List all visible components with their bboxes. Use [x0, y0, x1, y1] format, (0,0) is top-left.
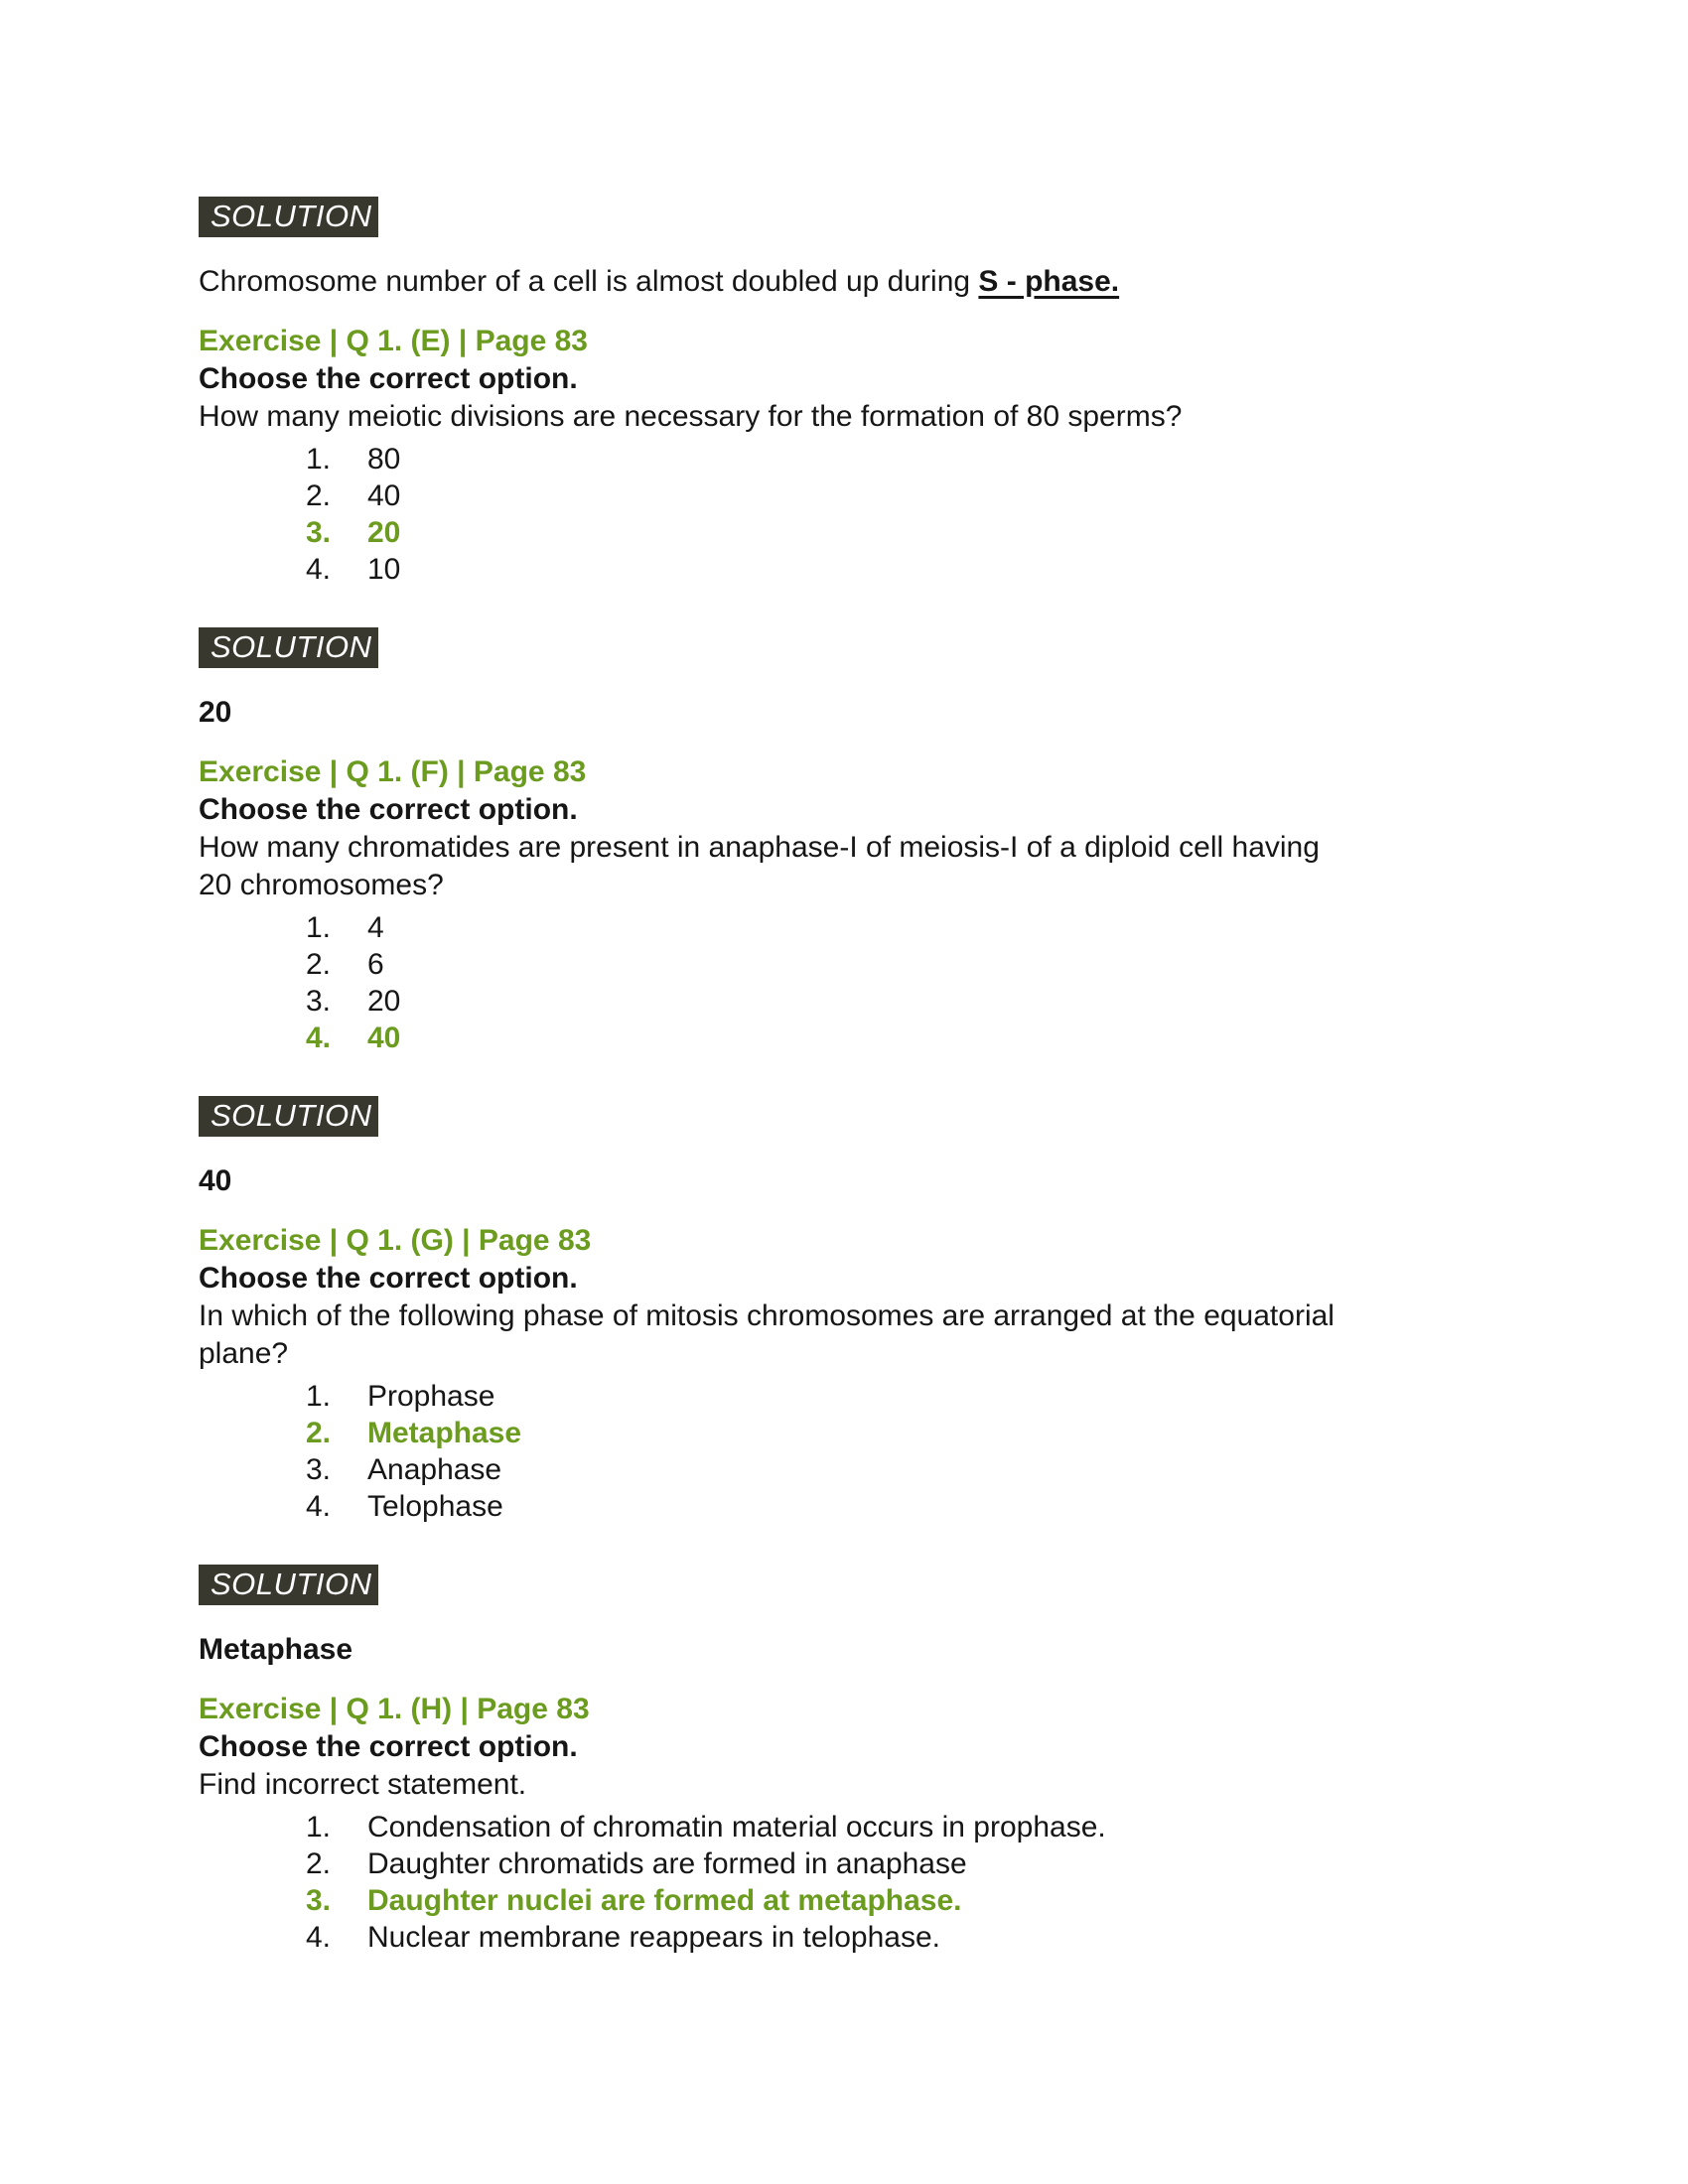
option-text: Prophase — [367, 1380, 495, 1413]
option-number: 2. — [306, 479, 332, 512]
question-text: How many meiotic divisions are necessary for the formation of 80 sperms? — [199, 400, 1183, 433]
option-text: 40 — [367, 1022, 401, 1054]
option-item — [199, 478, 1460, 514]
question-text: Find incorrect statement. — [199, 1768, 527, 1801]
solution-block — [199, 1565, 1460, 1605]
option-item — [199, 1488, 1460, 1525]
option-item — [199, 551, 1460, 588]
exercise-reference: Exercise | Q 1. (G) | Page 83 — [199, 1224, 592, 1257]
options-list — [199, 909, 1460, 1056]
option-item — [199, 909, 1460, 946]
option-text: 6 — [367, 948, 384, 981]
solution-label: SOLUTION — [199, 1565, 378, 1605]
exercise-reference: Exercise | Q 1. (F) | Page 83 — [199, 755, 587, 788]
option-number: 1. — [306, 1380, 332, 1413]
question-text: How many chromatides are present in anaphase-I of meiosis-I of a diploid cell having — [199, 831, 1320, 864]
options-list — [199, 441, 1460, 588]
option-text: 4 — [367, 911, 384, 944]
option-number: 2. — [306, 1417, 332, 1449]
option-text: Nuclear membrane reappears in telophase. — [367, 1921, 940, 1954]
option-number: 1. — [306, 911, 332, 944]
options-list — [199, 1809, 1460, 1956]
option-text: 80 — [367, 443, 401, 476]
solution-label: SOLUTION — [199, 627, 378, 668]
page-content — [199, 197, 1460, 1956]
option-number: 3. — [306, 1453, 332, 1486]
question-text: plane? — [199, 1337, 289, 1370]
question-prompt: Choose the correct option. — [199, 1730, 578, 1763]
option-number: 3. — [306, 516, 332, 549]
solution-answer-emphasis: S - phase. — [978, 265, 1120, 298]
solution-answer — [199, 263, 1460, 301]
question-text: In which of the following phase of mitosis chromosomes are arranged at the equatorial — [199, 1299, 1335, 1332]
option-item-correct — [199, 1415, 1460, 1451]
options-list — [199, 1378, 1460, 1525]
question-prompt: Choose the correct option. — [199, 1262, 578, 1295]
solution-answer-prefix: Chromosome number of a cell is almost doubled up during — [199, 265, 979, 298]
option-item — [199, 946, 1460, 983]
question-prompt: Choose the correct option. — [199, 362, 578, 395]
option-item — [199, 1451, 1460, 1488]
exercise-reference: Exercise | Q 1. (H) | Page 83 — [199, 1693, 590, 1725]
option-item — [199, 983, 1460, 1020]
option-number: 4. — [306, 1022, 332, 1054]
option-item — [199, 1809, 1460, 1845]
question-text: 20 chromosomes? — [199, 869, 444, 901]
solution-answer: 20 — [199, 696, 232, 729]
option-text: Daughter chromatids are formed in anaphase — [367, 1847, 967, 1880]
option-text: 10 — [367, 553, 401, 586]
question-prompt: Choose the correct option. — [199, 793, 578, 826]
option-text: Anaphase — [367, 1453, 502, 1486]
option-item-correct — [199, 514, 1460, 551]
option-number: 2. — [306, 948, 332, 981]
option-text: Condensation of chromatin material occurs in prophase. — [367, 1811, 1106, 1843]
option-number: 1. — [306, 1811, 332, 1843]
solution-block — [199, 1096, 1460, 1137]
solution-answer: Metaphase — [199, 1633, 353, 1666]
option-item — [199, 441, 1460, 478]
solution-answer: 40 — [199, 1164, 232, 1197]
exercise-reference: Exercise | Q 1. (E) | Page 83 — [199, 325, 588, 357]
option-item — [199, 1378, 1460, 1415]
option-text: Telophase — [367, 1490, 503, 1523]
option-number: 2. — [306, 1847, 332, 1880]
option-text: 40 — [367, 479, 401, 512]
option-text: 20 — [367, 985, 401, 1018]
option-text: Metaphase — [367, 1417, 522, 1449]
option-number: 4. — [306, 1921, 332, 1954]
solution-block — [199, 627, 1460, 668]
option-number: 4. — [306, 1490, 332, 1523]
option-number: 1. — [306, 443, 332, 476]
option-item-correct — [199, 1882, 1460, 1919]
option-item — [199, 1845, 1460, 1882]
option-item-correct — [199, 1020, 1460, 1056]
solution-label: SOLUTION — [199, 197, 378, 237]
option-text: Daughter nuclei are formed at metaphase. — [367, 1884, 962, 1917]
solution-label: SOLUTION — [199, 1096, 378, 1137]
option-text: 20 — [367, 516, 401, 549]
option-item — [199, 1919, 1460, 1956]
option-number: 3. — [306, 985, 332, 1018]
option-number: 4. — [306, 553, 332, 586]
option-number: 3. — [306, 1884, 332, 1917]
